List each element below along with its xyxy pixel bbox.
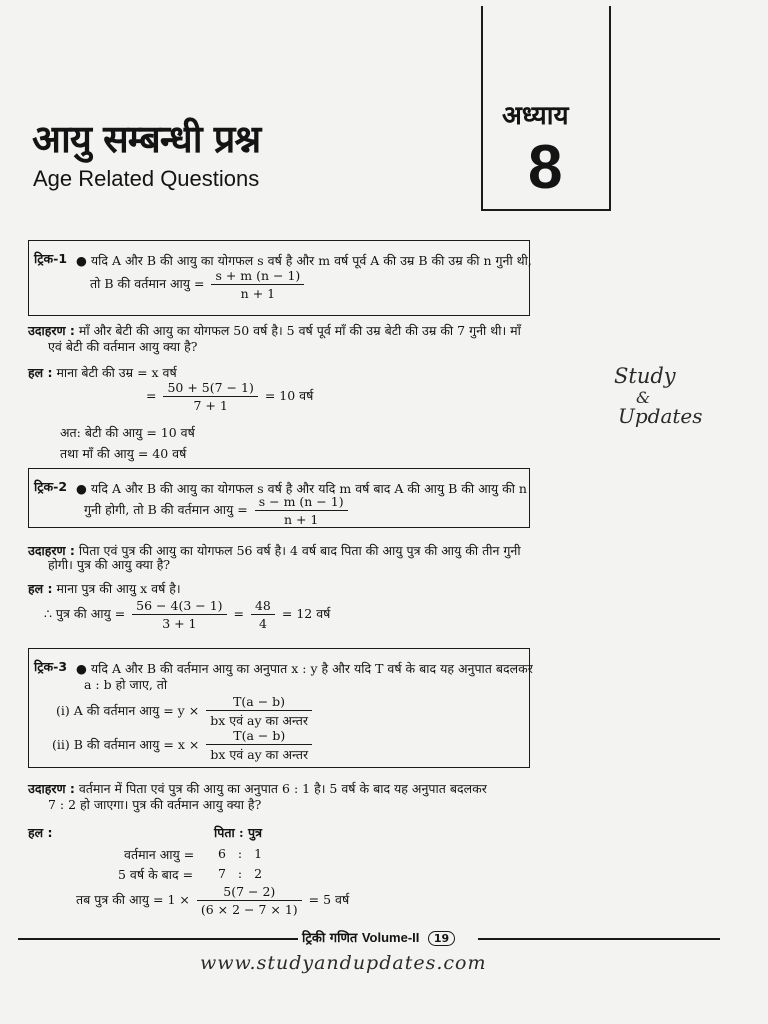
trick-1-formula (90, 268, 307, 301)
trick-3-formula-ii (52, 728, 315, 763)
solution-3-row1-label: वर्तमान आयु = (124, 847, 195, 862)
trick-3-label: ट्रिक-3 (34, 659, 68, 674)
example-2-text1: पिता एवं पुत्र की आयु का योगफल 56 वर्ष है। 4 वर्ष बाद पिता की आयु पुत्र की आयु की तीन गुनी (78, 543, 521, 558)
solution-2-numerator-2: 48 (251, 598, 275, 615)
footer-book-title (302, 928, 455, 946)
footer-book-name: ट्रिकी गणित (302, 931, 358, 946)
trick-3-ii-prefix: (ii) B की वर्तमान आयु = x × (52, 737, 200, 752)
trick-1-line1: ● यदि A और B की आयु का योगफल s वर्ष है और m वर्ष पूर्व A की उम्र B की उम्र की n गुनी थी, (76, 253, 532, 268)
solution-1-denominator: 7 + 1 (193, 398, 228, 413)
trick-3-ii-denominator: bx एवं ay का अन्तर (210, 747, 309, 762)
trick-2-line1: ● यदि A और B की आयु का योगफल s वर्ष है और यदि m वर्ष बाद A की आयु B की आयु की n (76, 481, 527, 496)
footer-volume: Volume-II (361, 930, 420, 945)
solution-3-row1-value: 6 : 1 (218, 846, 263, 861)
footer-rule-left (18, 938, 298, 940)
trick-3-formula-i (56, 694, 315, 729)
example-2-line2: होगी। पुत्र की आयु क्या है? (48, 557, 171, 572)
example-1-line1 (28, 322, 521, 339)
trick-2-line2: गुनी होगी, तो B की वर्तमान आयु = (84, 502, 248, 517)
trick-1-denominator: n + 1 (240, 286, 276, 301)
trick-3-line2: a : b हो जाए, तो (84, 677, 168, 692)
trick-1-numerator: s + m (n − 1) (211, 268, 304, 285)
example-3-line2: 7 : 2 हो जाएगा। पुत्र की वर्तमान आयु क्या है? (48, 797, 262, 812)
solution-1-line1 (28, 364, 177, 381)
chapter-title-english: Age Related Questions (33, 166, 260, 191)
solution-3-numerator: 5(7 − 2) (197, 884, 302, 901)
trick-2-denominator: n + 1 (283, 512, 319, 527)
example-1-label: उदाहरण : (28, 323, 75, 338)
trick-3-i-denominator: bx एवं ay का अन्तर (210, 713, 308, 728)
solution-2-denominator: 3 + 1 (162, 616, 197, 631)
solution-2-result: = 12 वर्ष (281, 606, 331, 621)
chapter-title-hindi: आयु सम्बन्धी प्रश्न (32, 117, 261, 161)
example-2-label: उदाहरण : (28, 543, 75, 558)
trick-3-i-prefix: (i) A की वर्तमान आयु = y × (56, 703, 200, 718)
solution-2-numerator: 56 − 4(3 − 1) (132, 598, 226, 615)
solution-3-prefix: तब पुत्र की आयु = 1 × (76, 892, 190, 907)
solution-1-line3: अत: बेटी की आयु = 10 वर्ष (60, 425, 195, 440)
solution-3-formula (76, 884, 349, 917)
handwritten-study: Study (614, 364, 676, 388)
solution-1-result: = 10 वर्ष (264, 388, 314, 403)
trick-1-line2: तो B की वर्तमान आयु = (90, 276, 205, 291)
trick-3-i-numerator: T(a − b) (206, 694, 312, 711)
example-1-line2: एवं बेटी की वर्तमान आयु क्या है? (48, 339, 198, 354)
trick-1-label: ट्रिक-1 (34, 251, 68, 266)
example-3-label: उदाहरण : (28, 781, 75, 796)
solution-2-line1 (28, 580, 181, 597)
solution-2-label: हल : (28, 581, 53, 596)
footer-rule-right (478, 938, 720, 940)
solution-1-label: हल : (28, 365, 53, 380)
example-1-text1: माँ और बेटी की आयु का योगफल 50 वर्ष है। 5 वर्ष पूर्व माँ की उम्र बेटी की उम्र की 7 गुनी थी। माँ (78, 323, 521, 338)
example-3-line1 (28, 780, 487, 797)
handwritten-updates: Updates (618, 404, 703, 428)
handwritten-website: www.studyandupdates.com (200, 952, 487, 974)
solution-1-line4: तथा माँ की आयु = 40 वर्ष (60, 446, 187, 461)
solution-3-denominator: (6 × 2 − 7 × 1) (200, 902, 298, 917)
solution-2-text1: माना पुत्र की आयु x वर्ष है। (56, 581, 181, 596)
page-number: 19 (428, 931, 455, 946)
solution-3-row2-label: 5 वर्ष के बाद = (118, 867, 194, 882)
solution-3-header: पिता : पुत्र (214, 825, 263, 840)
solution-2-formula: ∴ पुत्र की आयु = $\frac{56 - 4(3 - 1)}{3 + 1}$ = $\frac{48}{4}$ = 12 वर्ष (44, 598, 331, 631)
trick-2-formula (84, 494, 351, 527)
solution-3-label: हल : (28, 825, 53, 840)
solution-3-result: = 5 वर्ष (308, 892, 350, 907)
handwritten-ampersand: & (636, 388, 651, 407)
trick-3-line1: ● यदि A और B की वर्तमान आयु का अनुपात x : y है और यदि T वर्ष के बाद यह अनुपात बदलकर (76, 661, 533, 676)
solution-1-formula: = $\frac{50 + 5(7 - 1)}{7 + 1}$ = 10 वर्ष (146, 380, 314, 413)
solution-2-denominator-2: 4 (258, 616, 267, 631)
example-3-text1: वर्तमान में पिता एवं पुत्र की आयु का अनुपात 6 : 1 है। 5 वर्ष के बाद यह अनुपात बदलकर (78, 781, 487, 796)
solution-1-numerator: 50 + 5(7 − 1) (163, 380, 257, 397)
solution-3-row2-value: 7 : 2 (218, 866, 263, 881)
trick-3-ii-numerator: T(a − b) (206, 728, 312, 745)
trick-2-numerator: s − m (n − 1) (255, 494, 348, 511)
solution-1-text1: माना बेटी की उम्र = x वर्ष (56, 365, 177, 380)
chapter-number: 8 (528, 133, 563, 202)
solution-2-prefix: ∴ पुत्र की आयु = (44, 606, 126, 621)
chapter-label: अध्याय (502, 101, 569, 131)
trick-2-label: ट्रिक-2 (34, 479, 68, 494)
